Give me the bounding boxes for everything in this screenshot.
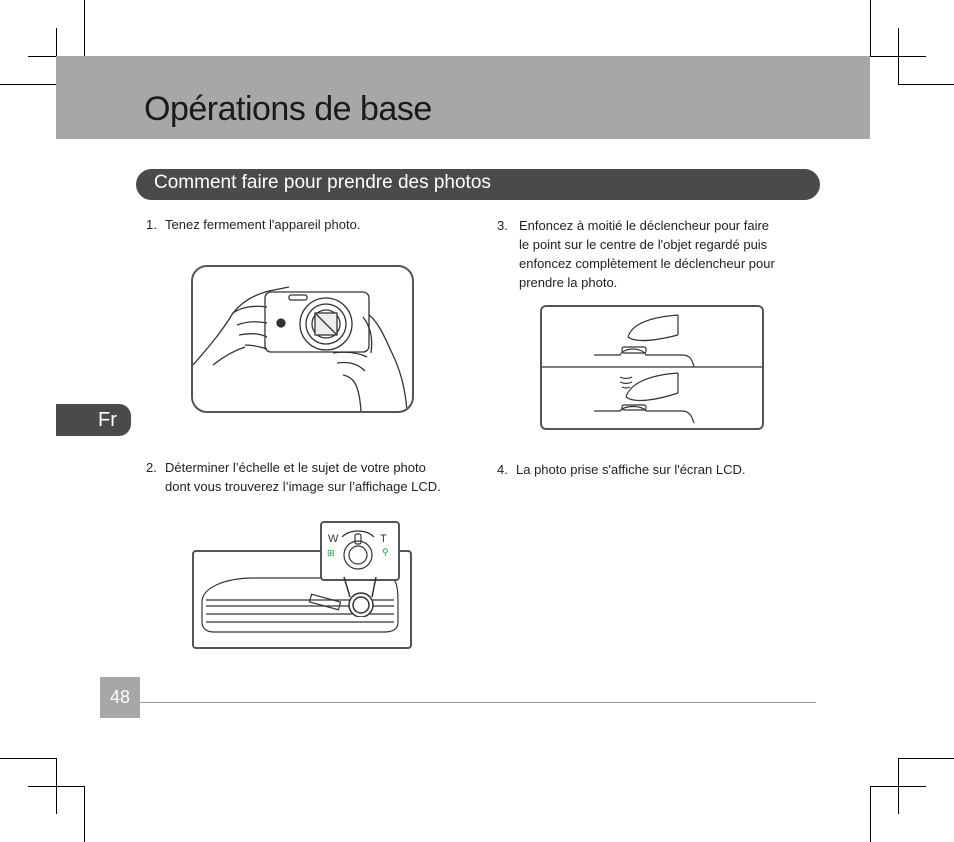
step-text: Déterminer l’échelle et le sujet de votre photo [165, 460, 426, 475]
page-title: Opérations de base [144, 90, 432, 128]
crop-mark [84, 0, 85, 56]
step-text: prendre la photo. [519, 275, 618, 290]
zoom-tele-icon: ⚲ [382, 547, 389, 557]
step-number: 4. [497, 462, 508, 477]
shutter-press-image [542, 307, 762, 428]
step-4 [497, 460, 817, 480]
step-2 [146, 458, 466, 498]
language-tab [56, 404, 131, 436]
step-3 [497, 216, 817, 296]
step-text: Enfoncez à moitié le déclencheur pour faire [519, 218, 770, 233]
zoom-dial-icon [322, 523, 398, 579]
crop-mark [0, 84, 56, 85]
zoom-wide-label: W [328, 533, 339, 545]
hands-holding-camera-image [193, 267, 412, 411]
crop-mark [0, 758, 56, 759]
crop-mark [898, 758, 954, 759]
step-1 [146, 215, 466, 235]
crop-mark [870, 786, 871, 842]
crop-mark [870, 0, 871, 56]
crop-mark [870, 56, 926, 57]
step-text: Tenez fermement l'appareil photo. [165, 217, 361, 232]
crop-mark [28, 786, 84, 787]
zoom-tele-label: T [380, 533, 387, 545]
crop-mark [898, 84, 954, 85]
page-number: 48 [100, 677, 140, 718]
crop-mark [84, 786, 85, 842]
step-number: 2. [146, 460, 157, 475]
step-number: 1. [146, 217, 157, 232]
zoom-lever-callout [320, 521, 400, 581]
step-number: 3. [497, 218, 508, 233]
language-tab-label: Fr [98, 409, 117, 431]
zoom-wide-icon: ⊞ [327, 548, 335, 558]
step-text: enfoncez complètement le déclencheur pour [519, 256, 775, 271]
hands-holding-camera-illustration [191, 265, 414, 413]
footer-rule [140, 702, 816, 703]
crop-mark [870, 786, 926, 787]
step-text: La photo prise s'affiche sur l'écran LCD. [516, 462, 746, 477]
step-text: dont vous trouverez l’image sur l’affichage LCD. [165, 479, 441, 494]
shutter-press-illustration [540, 305, 764, 430]
callout-connector [320, 577, 400, 617]
section-title: Comment faire pour prendre des photos [154, 172, 491, 193]
step-text: le point sur le centre de l'objet regardé puis [519, 237, 768, 252]
